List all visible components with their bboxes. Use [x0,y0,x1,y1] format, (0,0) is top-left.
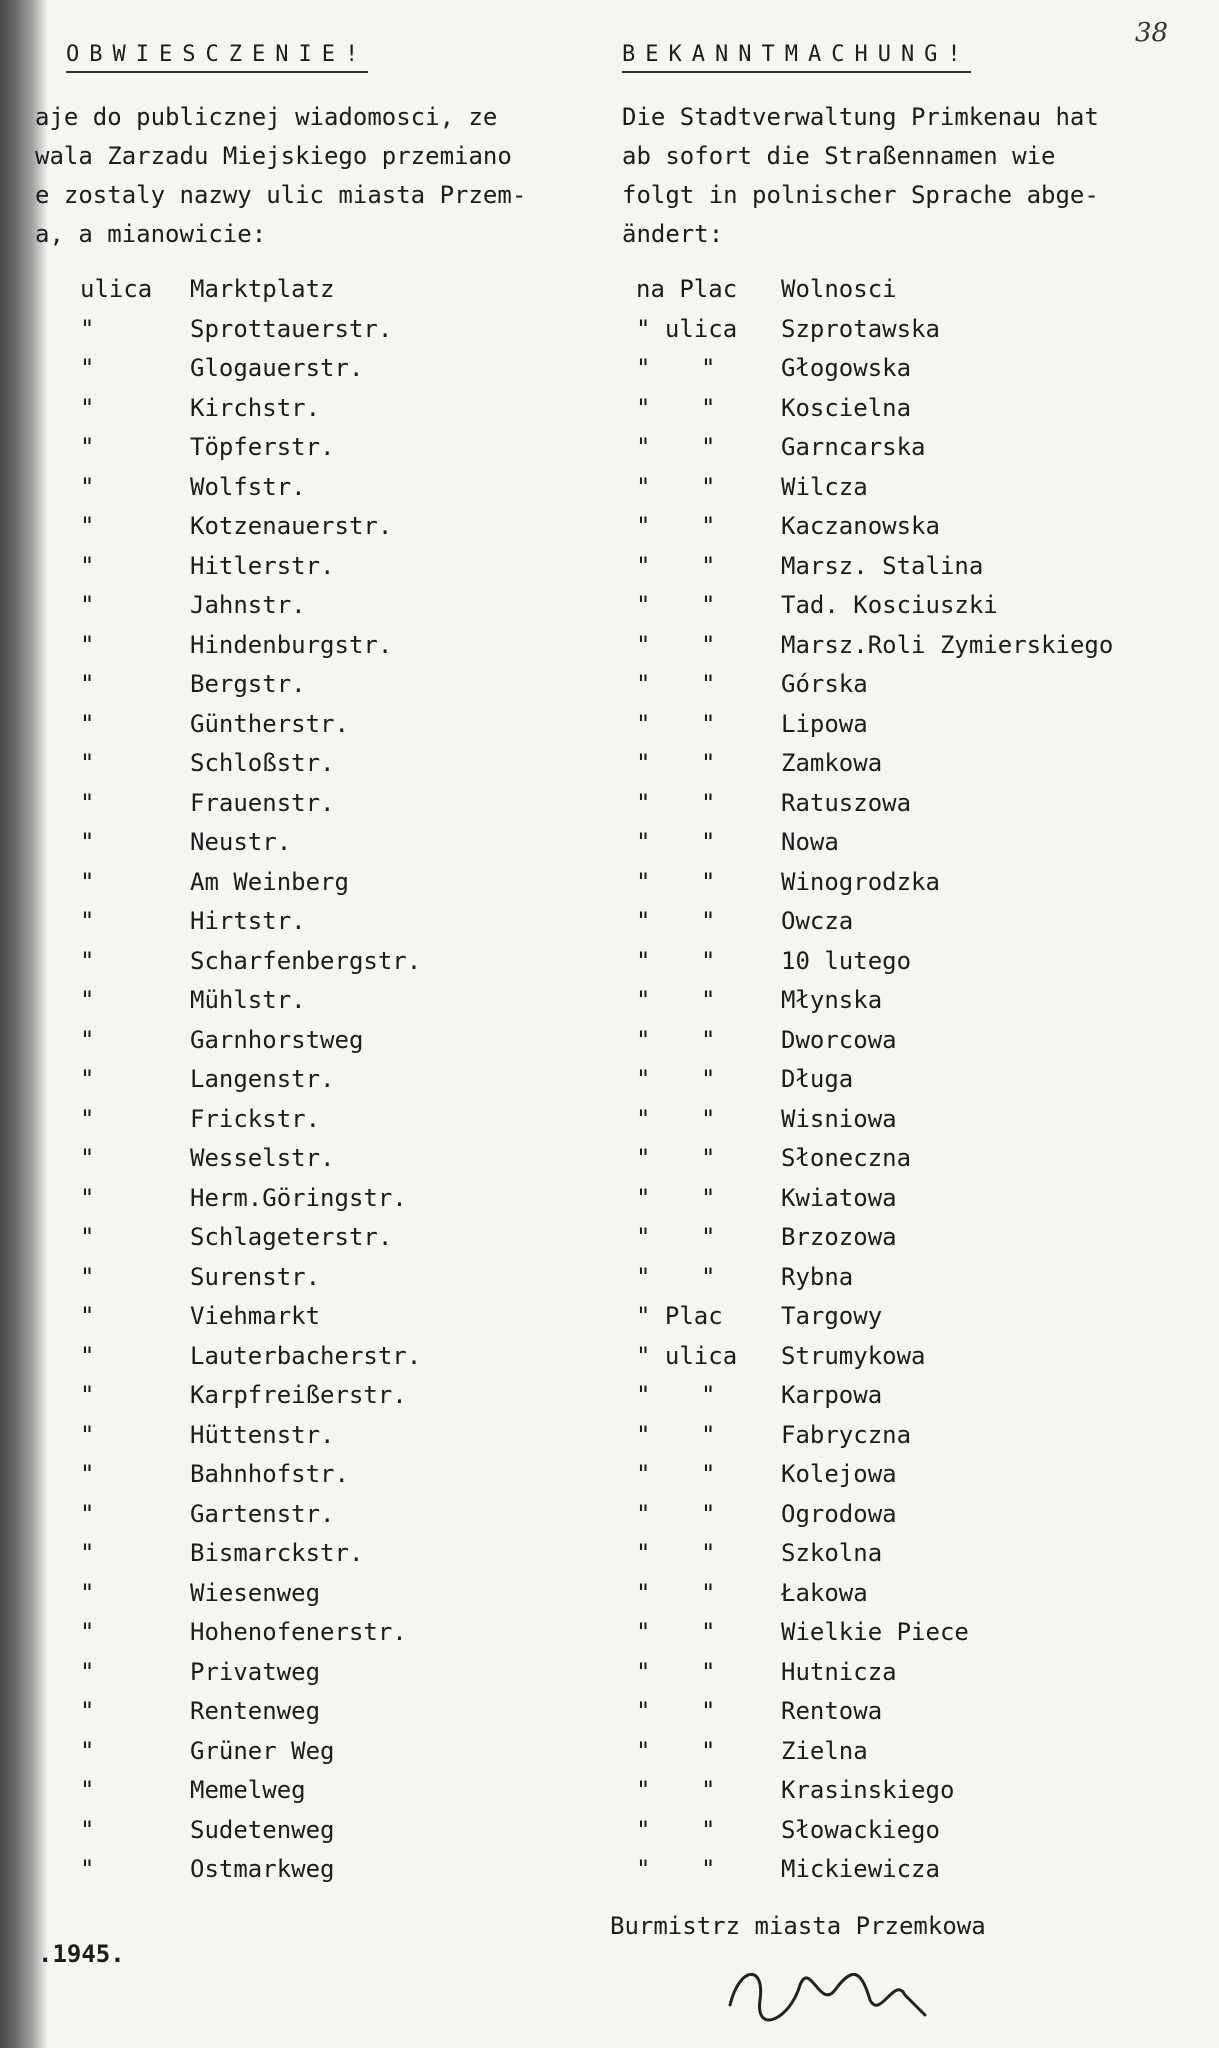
new-street-ditto: " [701,867,716,896]
old-street-prefix: ulica [80,275,153,303]
old-street-prefix: " [80,1183,95,1212]
new-street-name: Szkolna [781,1539,883,1567]
new-street-prefix: " [636,1776,651,1804]
new-street-row [636,1692,1196,1732]
new-street-row [636,1613,1196,1653]
new-street-list [636,270,1196,1890]
new-street-prefix: " [636,946,651,975]
old-street-row [80,349,560,389]
old-street-row [80,784,560,824]
new-street-prefix: " [636,354,651,382]
new-street-row [636,902,1196,942]
new-street-ditto: " [701,1065,716,1093]
new-street-prefix: " [636,749,651,777]
new-street-row [636,705,1196,745]
old-street-name: Sprottauerstr. [190,314,393,343]
new-street-row [636,942,1196,982]
new-street-prefix: " [636,472,651,501]
old-street-prefix: " [80,512,95,540]
new-street-name: Ogrodowa [781,1499,897,1528]
new-street-row [636,823,1196,863]
old-street-name: Privatweg [190,1657,321,1686]
new-street-ditto: " [701,1144,716,1172]
old-street-row [80,1771,560,1811]
old-street-row [80,665,560,705]
new-street-prefix: " [636,1855,651,1883]
old-street-prefix: " [80,1420,95,1449]
old-street-prefix: " [80,630,95,659]
new-street-name: Słowackiego [781,1815,940,1844]
old-street-name: Hirtstr. [190,907,306,935]
new-street-name: Strumykowa [781,1341,926,1370]
new-street-row [636,586,1196,626]
new-street-ditto: " [701,1223,716,1251]
new-street-row [636,1258,1196,1298]
new-street-ditto: " [701,1697,716,1725]
old-street-prefix: " [80,551,95,580]
old-street-name: Herm.Göringstr. [190,1183,407,1212]
new-street-name: Łakowa [781,1578,868,1607]
new-street-name: Szprotawska [781,314,940,343]
new-street-prefix: " [636,393,651,422]
old-street-list [80,270,560,1890]
old-street-name: Güntherstr. [190,709,349,738]
old-street-name: Hüttenstr. [190,1420,335,1449]
old-street-name: Bismarckstr. [190,1539,364,1567]
new-street-name: Ratuszowa [781,788,912,817]
old-street-row [80,1218,560,1258]
polish-intro: aje do publicznej wiadomosci, ze wala Zarzadu Miejskiego przemiano e zostaly nazwy ulic miasta Przem- a, a mianowicie: [35,103,527,248]
old-street-name: Frauenstr. [190,788,335,817]
new-street-row [636,389,1196,429]
old-street-name: Langenstr. [190,1065,335,1093]
old-street-name: Surenstr. [190,1262,321,1291]
new-street-row [636,1100,1196,1140]
new-street-ditto: " [701,986,716,1014]
new-street-name: Wilcza [781,472,868,501]
new-street-name: Fabryczna [781,1420,912,1449]
old-street-prefix: " [80,1460,95,1488]
new-street-name: Owcza [781,907,854,935]
old-street-name: Bergstr. [190,670,306,698]
old-street-row [80,507,560,547]
old-street-prefix: " [80,1302,95,1330]
new-street-ditto: " [701,828,716,856]
old-street-prefix: " [80,1657,95,1686]
old-street-prefix: " [80,907,95,935]
old-street-row [80,1060,560,1100]
new-street-prefix: " [636,1657,651,1686]
new-street-row [636,784,1196,824]
new-street-prefix: na Plac [636,275,738,303]
german-intro: Die Stadtverwaltung Primkenau hat ab sofort die Straßennamen wie folgt in polnischer Sprache abge- ändert: [622,103,1099,248]
new-street-row [636,1297,1196,1337]
new-street-name: Mickiewicza [781,1855,940,1883]
old-street-prefix: " [80,1539,95,1567]
new-street-row [636,1732,1196,1772]
new-street-name: Wielkie Piece [781,1618,969,1646]
new-street-prefix: " [636,1697,651,1725]
polish-heading: OBWIESCZENIE! [66,42,368,73]
new-street-prefix: " [636,670,651,698]
new-street-prefix: " [636,1578,651,1607]
new-street-row [636,507,1196,547]
old-street-row [80,428,560,468]
new-street-ditto: " [701,907,716,935]
new-street-name: Tad. Kosciuszki [781,591,998,619]
new-street-name: Lipowa [781,709,868,738]
old-street-row [80,1021,560,1061]
new-street-name: Karpowa [781,1381,883,1409]
old-street-prefix: " [80,946,95,975]
old-street-row [80,270,560,310]
new-street-prefix: " [636,433,651,461]
new-street-ditto: " [701,472,716,501]
old-street-name: Karpfreißerstr. [190,1381,407,1409]
new-street-row [636,1376,1196,1416]
new-street-prefix: " [636,788,651,817]
old-street-name: Viehmarkt [190,1302,321,1330]
new-street-prefix: " [636,1420,651,1449]
new-street-row [636,1771,1196,1811]
old-street-name: Kirchstr. [190,393,321,422]
old-street-row [80,389,560,429]
new-street-ditto: " [701,1776,716,1804]
old-street-prefix: " [80,670,95,698]
new-street-name: Targowy [781,1302,883,1330]
new-street-prefix: " [636,986,651,1014]
new-street-prefix: " Plac [636,1302,723,1330]
old-street-row [80,626,560,666]
old-street-row [80,1297,560,1337]
old-street-name: Wolfstr. [190,472,306,501]
old-street-name: Wesselstr. [190,1144,335,1172]
old-street-name: Wiesenweg [190,1578,321,1607]
old-street-name: Neustr. [190,828,292,856]
new-street-name: Marsz. Stalina [781,551,984,580]
new-street-prefix: " [636,1815,651,1844]
new-street-name: Krasinskiego [781,1776,955,1804]
old-street-name: Gartenstr. [190,1499,335,1528]
old-street-row [80,547,560,587]
german-heading: BEKANNTMACHUNG! [622,42,971,73]
old-street-row [80,310,560,350]
old-street-prefix: " [80,828,95,856]
new-street-ditto: " [701,709,716,738]
new-street-name: Kaczanowska [781,512,940,540]
new-street-row [636,1811,1196,1851]
new-street-row [636,349,1196,389]
new-street-row [636,1021,1196,1061]
old-street-name: Bahnhofstr. [190,1460,349,1488]
new-street-prefix: " [636,867,651,896]
new-street-prefix: " [636,1104,651,1133]
new-street-ditto: " [701,1420,716,1449]
new-street-name: Nowa [781,828,839,856]
new-street-ditto: " [701,433,716,461]
old-street-prefix: " [80,1499,95,1528]
signature-caption: Burmistrz miasta Przemkowa [610,1912,986,1940]
old-street-row [80,1416,560,1456]
old-street-prefix: " [80,1262,95,1291]
new-street-prefix: " [636,512,651,540]
new-street-row [636,863,1196,903]
new-street-row [636,665,1196,705]
old-street-row [80,942,560,982]
old-street-prefix: " [80,1697,95,1725]
new-street-row [636,1653,1196,1693]
old-street-name: Jahnstr. [190,591,306,619]
new-street-prefix: " [636,591,651,619]
old-street-name: Töpferstr. [190,433,335,461]
new-street-name: Kwiatowa [781,1183,897,1212]
new-street-prefix: " ulica [636,314,738,343]
new-street-prefix: " [636,630,651,659]
new-street-prefix: " [636,551,651,580]
new-street-row [636,626,1196,666]
new-street-name: Koscielna [781,393,912,422]
new-street-name: 10 lutego [781,946,912,975]
old-street-row [80,1692,560,1732]
old-street-row [80,744,560,784]
old-street-row [80,1258,560,1298]
new-street-row [636,1060,1196,1100]
new-street-prefix: " [636,1539,651,1567]
old-street-prefix: " [80,1618,95,1646]
new-street-name: Garncarska [781,433,926,461]
new-street-prefix: " [636,709,651,738]
old-street-row [80,823,560,863]
new-street-prefix: " [636,1065,651,1093]
new-street-prefix: " ulica [636,1341,738,1370]
new-street-ditto: " [701,551,716,580]
new-street-row [636,1495,1196,1535]
old-street-row [80,1653,560,1693]
old-street-row [80,1732,560,1772]
old-street-prefix: " [80,1381,95,1409]
old-street-prefix: " [80,1736,95,1765]
old-street-name: Scharfenbergstr. [190,946,422,975]
old-street-row [80,1100,560,1140]
old-street-name: Grüner Weg [190,1736,335,1765]
new-street-row [636,1574,1196,1614]
old-street-row [80,586,560,626]
new-street-row [636,1850,1196,1890]
old-street-prefix: " [80,788,95,817]
old-street-prefix: " [80,1144,95,1172]
old-street-row [80,1376,560,1416]
old-street-row [80,1850,560,1890]
old-street-prefix: " [80,1341,95,1370]
new-street-prefix: " [636,1262,651,1291]
old-street-prefix: " [80,472,95,501]
new-street-row [636,1534,1196,1574]
new-street-name: Wisniowa [781,1104,897,1133]
new-street-ditto: " [701,630,716,659]
old-street-prefix: " [80,709,95,738]
new-street-row [636,547,1196,587]
new-street-name: Słoneczna [781,1144,912,1172]
new-street-ditto: " [701,1104,716,1133]
document-year: .1945. [38,1940,125,1968]
old-street-name: Memelweg [190,1776,306,1804]
old-street-name: Schloßstr. [190,749,335,777]
new-street-prefix: " [636,1736,651,1765]
new-street-name: Wolnosci [781,275,897,303]
new-street-name: Zamkowa [781,749,883,777]
new-street-prefix: " [636,1223,651,1251]
new-street-name: Hutnicza [781,1657,897,1686]
old-street-prefix: " [80,591,95,619]
old-street-prefix: " [80,867,95,896]
new-street-ditto: " [701,946,716,975]
new-street-name: Marsz.Roli Zymierskiego [781,630,1114,659]
old-street-name: Hohenofenerstr. [190,1618,407,1646]
old-street-name: Garnhorstweg [190,1025,364,1054]
new-street-name: Górska [781,670,868,698]
new-street-prefix: " [636,1618,651,1646]
new-street-prefix: " [636,907,651,935]
old-street-row [80,1534,560,1574]
new-street-row [636,981,1196,1021]
new-street-ditto: " [701,788,716,817]
new-street-row [636,428,1196,468]
old-street-name: Rentenweg [190,1697,321,1725]
old-street-prefix: " [80,1578,95,1607]
old-street-prefix: " [80,749,95,777]
old-street-prefix: " [80,433,95,461]
new-street-name: Młynska [781,986,883,1014]
old-street-name: Ostmarkweg [190,1855,335,1883]
old-street-row [80,1179,560,1219]
old-street-prefix: " [80,1104,95,1133]
new-street-name: Kolejowa [781,1460,897,1488]
new-street-name: Rentowa [781,1697,883,1725]
new-street-row [636,1337,1196,1377]
new-street-row [636,270,1196,310]
old-street-row [80,1455,560,1495]
new-street-ditto: " [701,1855,716,1883]
old-street-prefix: " [80,986,95,1014]
old-street-prefix: " [80,1776,95,1804]
new-street-row [636,310,1196,350]
page-binding-edge [0,0,48,2048]
new-street-name: Zielna [781,1736,868,1765]
new-street-row [636,468,1196,508]
new-street-ditto: " [701,512,716,540]
old-street-row [80,863,560,903]
old-street-prefix: " [80,1815,95,1844]
new-street-prefix: " [636,1499,651,1528]
old-street-name: Hitlerstr. [190,551,335,580]
new-street-ditto: " [701,1460,716,1488]
new-street-ditto: " [701,1815,716,1844]
old-street-prefix: " [80,1065,95,1093]
old-street-row [80,468,560,508]
old-street-name: Glogauerstr. [190,354,364,382]
old-street-name: Am Weinberg [190,867,349,896]
old-street-row [80,1613,560,1653]
old-street-name: Kotzenauerstr. [190,512,393,540]
old-street-name: Lauterbacherstr. [190,1341,422,1370]
new-street-ditto: " [701,1736,716,1765]
old-street-name: Sudetenweg [190,1815,335,1844]
new-street-ditto: " [701,1183,716,1212]
old-street-name: Mühlstr. [190,986,306,1014]
old-street-name: Marktplatz [190,275,335,303]
new-street-ditto: " [701,749,716,777]
new-street-ditto: " [701,1539,716,1567]
new-street-row [636,1455,1196,1495]
new-street-row [636,744,1196,784]
old-street-row [80,902,560,942]
new-street-name: Winogrodzka [781,867,940,896]
new-street-prefix: " [636,1183,651,1212]
new-street-name: Długa [781,1065,854,1093]
new-street-row [636,1139,1196,1179]
new-street-name: Brzozowa [781,1223,897,1251]
new-street-ditto: " [701,1618,716,1646]
old-street-row [80,1139,560,1179]
new-street-name: Rybna [781,1262,854,1291]
new-street-row [636,1218,1196,1258]
new-street-ditto: " [701,670,716,698]
old-street-name: Hindenburgstr. [190,630,393,659]
new-street-ditto: " [701,1025,716,1054]
new-street-prefix: " [636,1144,651,1172]
old-street-prefix: " [80,393,95,422]
old-street-row [80,1337,560,1377]
new-street-prefix: " [636,828,651,856]
old-street-prefix: " [80,1223,95,1251]
new-street-ditto: " [701,1657,716,1686]
old-street-row [80,705,560,745]
old-street-name: Frickstr. [190,1104,321,1133]
new-street-ditto: " [701,1499,716,1528]
old-street-row [80,981,560,1021]
new-street-prefix: " [636,1381,651,1409]
new-street-row [636,1179,1196,1219]
old-street-row [80,1495,560,1535]
old-street-name: Schlageterstr. [190,1223,393,1251]
new-street-ditto: " [701,393,716,422]
old-street-prefix: " [80,1025,95,1054]
new-street-name: Dworcowa [781,1025,897,1054]
old-street-prefix: " [80,314,95,343]
new-street-prefix: " [636,1460,651,1488]
old-street-prefix: " [80,1855,95,1883]
old-street-row [80,1811,560,1851]
new-street-ditto: " [701,1578,716,1607]
handwritten-signature [720,1945,940,2035]
new-street-ditto: " [701,354,716,382]
new-street-ditto: " [701,1262,716,1291]
new-street-prefix: " [636,1025,651,1054]
new-street-ditto: " [701,591,716,619]
page-number: 38 [1135,18,1169,48]
new-street-row [636,1416,1196,1456]
old-street-prefix: " [80,354,95,382]
old-street-row [80,1574,560,1614]
new-street-ditto: " [701,1381,716,1409]
new-street-name: Głogowska [781,354,912,382]
